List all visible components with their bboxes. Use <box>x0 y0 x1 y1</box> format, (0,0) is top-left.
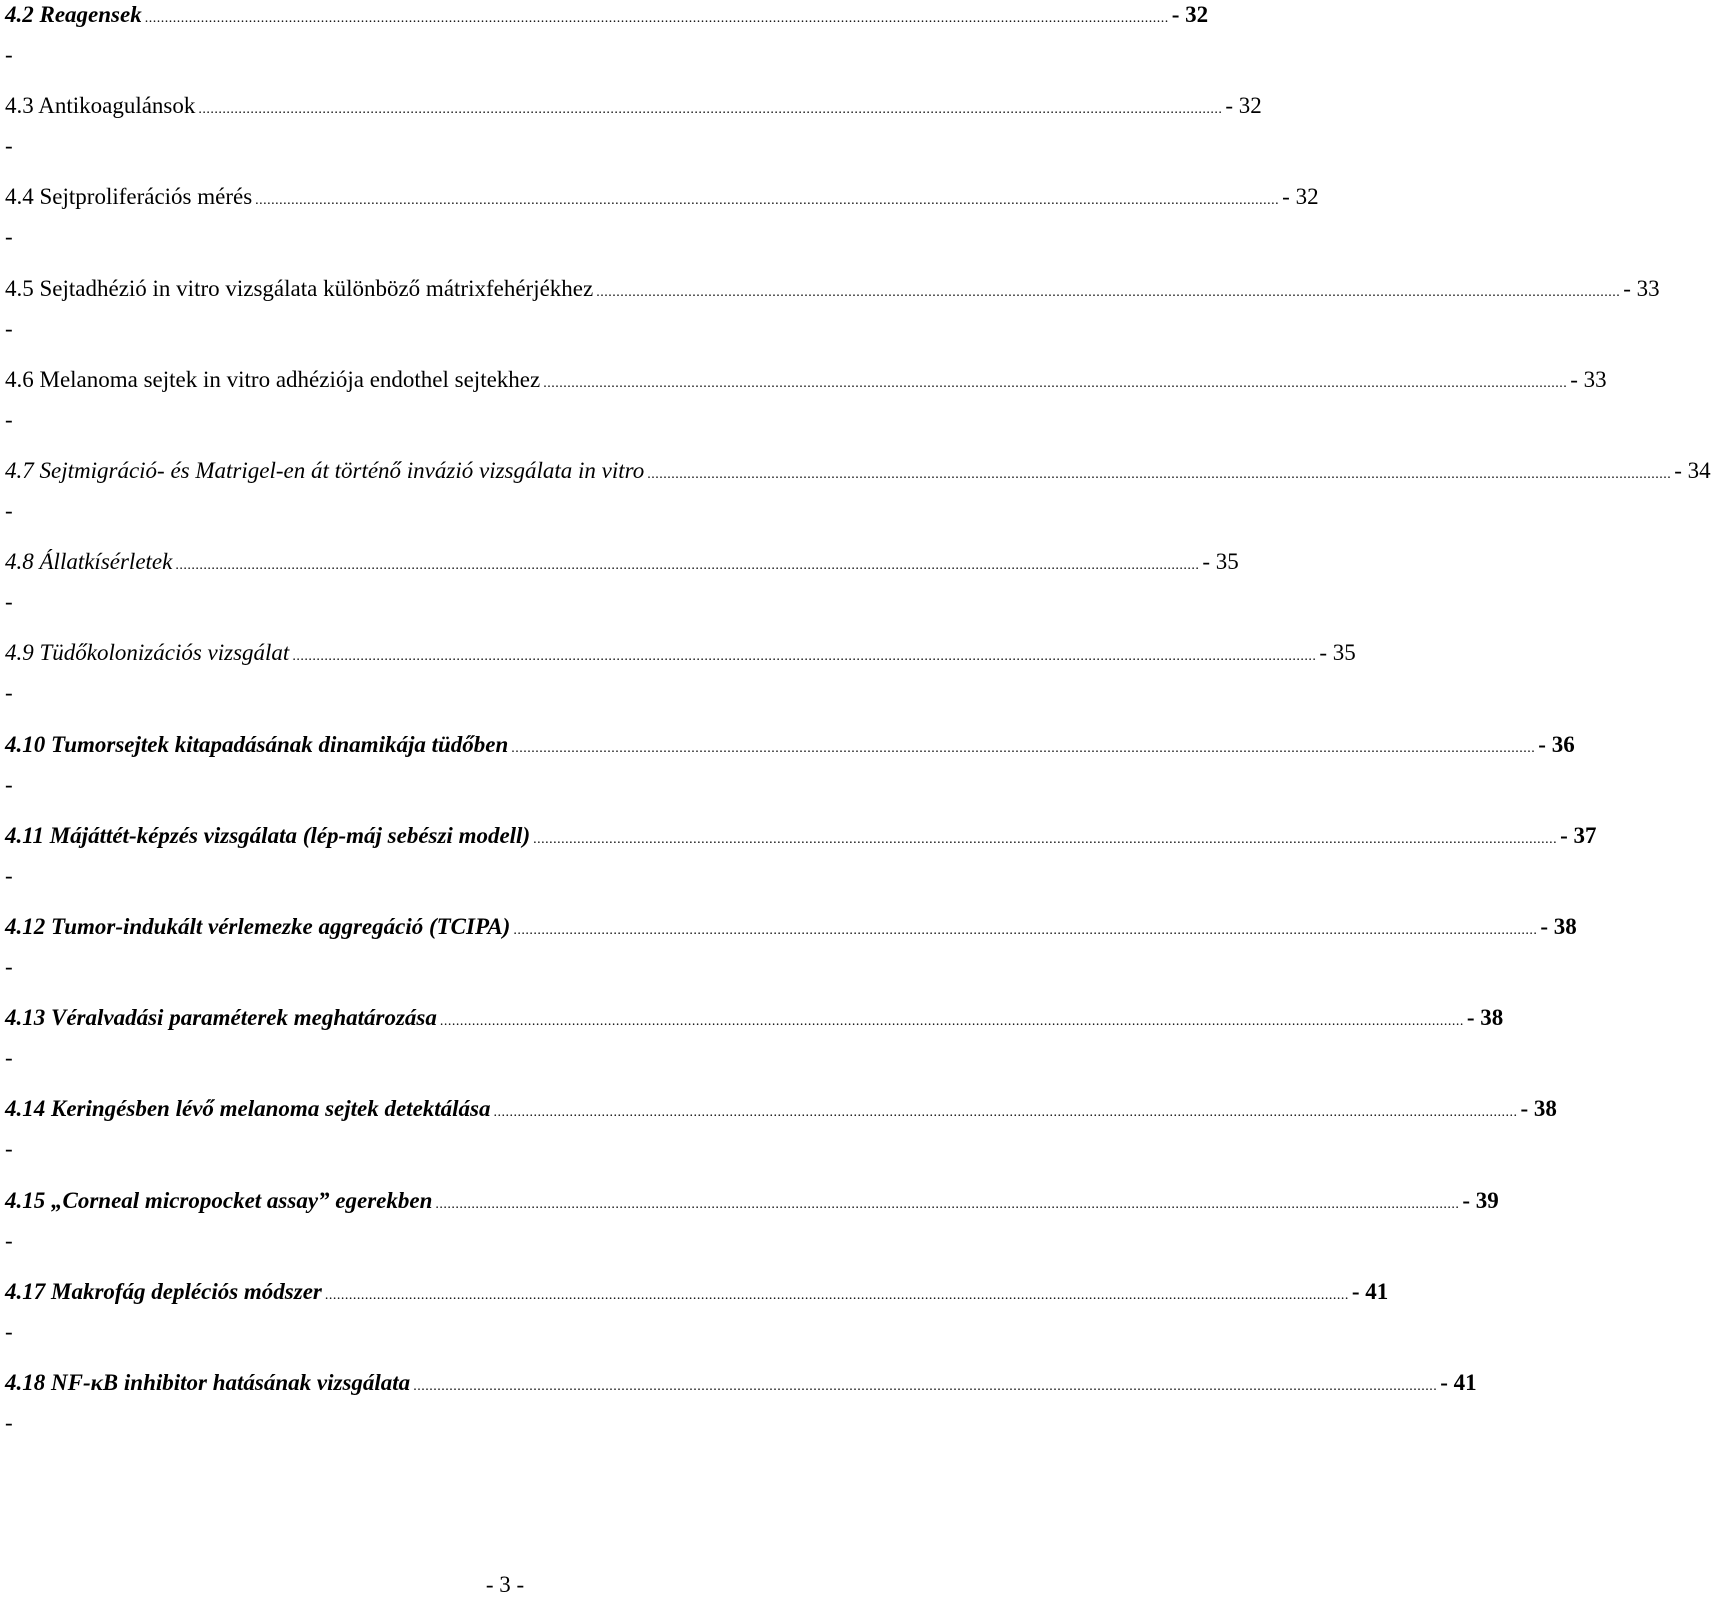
toc-continuation-dash: - <box>5 1136 13 1161</box>
toc-entry-line[interactable] <box>5 0 1209 30</box>
toc-continuation-dash: - <box>5 498 13 523</box>
toc-entry[interactable] <box>0 821 1597 912</box>
toc-entry[interactable] <box>0 1368 1477 1459</box>
toc-continuation-dash: - <box>5 1410 13 1435</box>
toc-entry-page-number: - 38 <box>1466 1005 1504 1030</box>
dot-leader: ................................................................................................................................................................................................................................................................ <box>255 193 1280 208</box>
toc-entry-page-number: - 39 <box>1462 1188 1499 1213</box>
toc-entry-page-number: - 35 <box>1202 549 1239 574</box>
toc-entry-page-number: - 38 <box>1520 1096 1557 1121</box>
toc-continuation-dash: - <box>5 589 13 614</box>
toc-continuation-dash: - <box>5 42 13 67</box>
toc-continuation-dash: - <box>5 863 13 888</box>
toc-entry[interactable] <box>0 547 1239 638</box>
toc-entry-title: 4.12 Tumor-indukált vérlemezke aggregáció (TCIPA) <box>5 914 511 939</box>
toc-entry[interactable] <box>0 365 1607 456</box>
toc-entry-title: 4.3 Antikoagulánsok <box>5 93 196 118</box>
toc-entry-title: 4.5 Sejtadhézió in vitro vizsgálata különböző mátrixfehérjékhez <box>5 276 594 301</box>
dot-leader: ................................................................................................................................................................................................................................................................ <box>439 1014 1464 1029</box>
toc-continuation-dash: - <box>5 224 13 249</box>
toc-entry[interactable] <box>0 0 1209 91</box>
dot-leader: ................................................................................................................................................................................................................................................................ <box>324 1288 1349 1303</box>
toc-continuation-dash: - <box>5 680 13 705</box>
toc-continuation-dash: - <box>5 1319 13 1344</box>
toc-entry-page-number: - 35 <box>1319 640 1356 665</box>
dot-leader: ................................................................................................................................................................................................................................................................ <box>513 923 1538 938</box>
toc-entry-line[interactable] <box>5 638 1356 668</box>
toc-entry-title: 4.8 Állatkísérletek <box>5 549 173 574</box>
toc-entry-line[interactable] <box>5 1368 1477 1398</box>
dot-leader: ................................................................................................................................................................................................................................................................ <box>533 832 1558 847</box>
toc-entry[interactable] <box>0 1277 1389 1368</box>
toc-continuation-dash: - <box>5 316 13 341</box>
toc-entry-line[interactable] <box>5 274 1660 304</box>
toc-entry-line[interactable] <box>5 1003 1504 1033</box>
toc-entry[interactable] <box>0 1094 1557 1185</box>
toc-continuation-dash: - <box>5 407 13 432</box>
dot-leader: ................................................................................................................................................................................................................................................................ <box>511 741 1536 756</box>
toc-continuation-dash: - <box>5 1228 13 1253</box>
toc-entry-line[interactable] <box>5 912 1577 942</box>
toc-entry-title: 4.10 Tumorsejtek kitapadásának dinamikája tüdőben <box>5 732 509 757</box>
toc-entry[interactable] <box>0 730 1575 821</box>
dot-leader: ................................................................................................................................................................................................................................................................ <box>292 649 1317 664</box>
toc-entry-title: 4.7 Sejtmigráció- és Matrigel-en át történő invázió vizsgálata in vitro <box>5 458 645 483</box>
toc-continuation-dash: - <box>5 954 13 979</box>
toc-entry-page-number: - 36 <box>1538 732 1575 757</box>
toc-entry-title: 4.13 Véralvadási paraméterek meghatározása <box>5 1005 437 1030</box>
toc-entry-title: 4.15 „Corneal micropocket assay” egerekben <box>5 1188 433 1213</box>
dot-leader: ................................................................................................................................................................................................................................................................ <box>435 1197 1460 1212</box>
toc-entry-title: 4.17 Makrofág depléciós módszer <box>5 1279 322 1304</box>
toc-entry[interactable] <box>0 638 1356 729</box>
dot-leader: ................................................................................................................................................................................................................................................................ <box>596 285 1621 300</box>
toc-entry-page-number: - 41 <box>1351 1279 1389 1304</box>
toc-entry-page-number: - 32 <box>1225 93 1262 118</box>
toc-entry[interactable] <box>0 1186 1499 1277</box>
toc-continuation-dash: - <box>5 1045 13 1070</box>
toc-entry[interactable] <box>0 182 1319 273</box>
toc-continuation-dash: - <box>5 133 13 158</box>
dot-leader: ................................................................................................................................................................................................................................................................ <box>647 467 1672 482</box>
toc-entry-page-number: - 33 <box>1623 276 1660 301</box>
toc-entry-line[interactable] <box>5 365 1607 395</box>
dot-leader: ................................................................................................................................................................................................................................................................ <box>144 11 1169 26</box>
toc-entry-page-number: - 33 <box>1570 367 1607 392</box>
toc-entry-title: 4.4 Sejtproliferációs mérés <box>5 184 253 209</box>
toc-entry-title: 4.11 Májáttét-képzés vizsgálata (lép-máj sebészi modell) <box>5 823 531 848</box>
toc-entry-page-number: - 32 <box>1282 184 1319 209</box>
toc-entry-line[interactable] <box>5 1094 1557 1124</box>
toc-entry[interactable] <box>0 91 1262 182</box>
toc-entry-line[interactable] <box>5 456 1711 486</box>
dot-leader: ................................................................................................................................................................................................................................................................ <box>175 558 1200 573</box>
toc-entry-page-number: - 41 <box>1440 1370 1477 1395</box>
toc-entry-title: 4.18 NF-κB inhibitor hatásának vizsgálata <box>5 1370 411 1395</box>
toc-entry-title: 4.2 Reagensek <box>5 2 142 27</box>
toc-entry[interactable] <box>0 456 1711 547</box>
toc-entry-title: 4.14 Keringésben lévő melanoma sejtek detektálása <box>5 1096 491 1121</box>
toc-entry-page-number: - 38 <box>1540 914 1577 939</box>
toc-entry-page-number: - 34 <box>1674 458 1711 483</box>
toc-entry-line[interactable] <box>5 182 1319 212</box>
toc-entry-line[interactable] <box>5 1186 1499 1216</box>
toc-entry-line[interactable] <box>5 730 1575 760</box>
toc-entry-title: 4.9 Tüdőkolonizációs vizsgálat <box>5 640 290 665</box>
toc-entry-line[interactable] <box>5 91 1262 121</box>
toc-entry-title: 4.6 Melanoma sejtek in vitro adhéziója endothel sejtekhez <box>5 367 541 392</box>
dot-leader: ................................................................................................................................................................................................................................................................ <box>413 1379 1438 1394</box>
dot-leader: ................................................................................................................................................................................................................................................................ <box>543 376 1568 391</box>
toc-continuation-dash: - <box>5 772 13 797</box>
toc-entry-page-number: - 37 <box>1560 823 1597 848</box>
page-number-footer: - 3 - <box>485 1572 525 1597</box>
toc-entry-line[interactable] <box>5 547 1239 577</box>
toc-entry[interactable] <box>0 1003 1504 1094</box>
toc-entry-line[interactable] <box>5 821 1597 851</box>
toc-entry-page-number: - 32 <box>1171 2 1209 27</box>
dot-leader: ................................................................................................................................................................................................................................................................ <box>198 102 1223 117</box>
dot-leader: ................................................................................................................................................................................................................................................................ <box>493 1105 1518 1120</box>
toc-entry-line[interactable] <box>5 1277 1389 1307</box>
toc-entry[interactable] <box>0 274 1660 365</box>
toc-entry[interactable] <box>0 912 1577 1003</box>
